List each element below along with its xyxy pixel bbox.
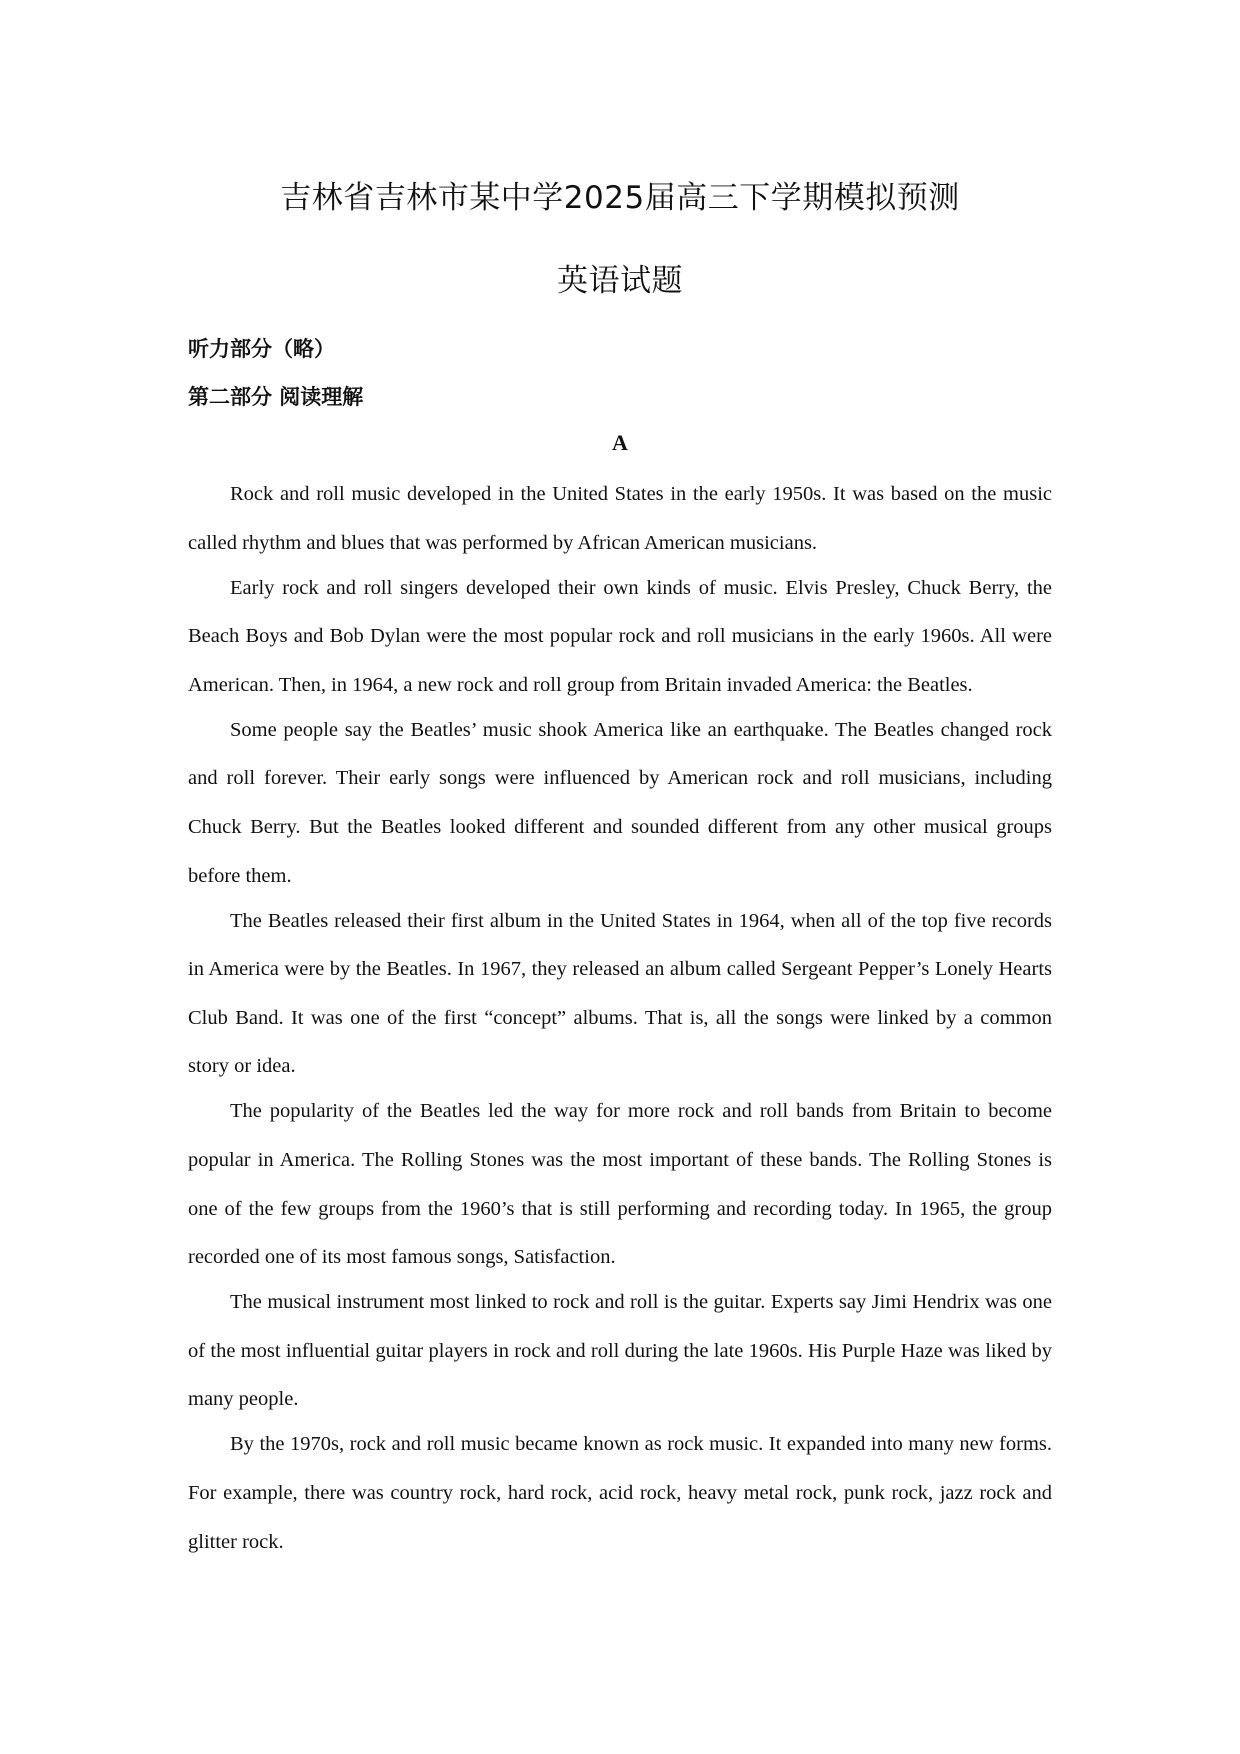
reading-section-heading: 第二部分 阅读理解 bbox=[188, 385, 364, 409]
exam-title: 吉林省吉林市某中学2025届高三下学期模拟预测 bbox=[280, 180, 960, 216]
listening-section-heading: 听力部分（略） bbox=[188, 337, 335, 361]
passage-paragraph: Early rock and roll singers developed their own kinds of music. Elvis Presley, Chuck Berry, the Beach Boys and Bob Dylan were the most popular rock and roll musicians in the early 1960s. All were American. Then, in 1964, a new rock and roll group from Britain invaded America: the Beatles. bbox=[188, 576, 1052, 696]
passage-paragraph: Some people say the Beatles’ music shook America like an earthquake. The Beatles changed rock and roll forever. Their early songs were influenced by American rock and roll musicians, including Chuck Berry. But the Beatles looked different and sounded different from any other musical groups before them. bbox=[188, 718, 1052, 887]
reading-passage bbox=[188, 470, 1052, 1563]
passage-paragraph: The popularity of the Beatles led the way for more rock and roll bands from Britain to become popular in America. The Rolling Stones was the most important of these bands. The Rolling Stones is one of the few groups from the 1960’s that is still performing and recording today. In 1965, the group recorded one of its most famous songs, Satisfaction. bbox=[188, 1100, 1052, 1269]
passage-label: A bbox=[612, 430, 628, 455]
passage-paragraph: By the 1970s, rock and roll music became known as rock music. It expanded into many new forms. For example, there was country rock, hard rock, acid rock, heavy metal rock, punk rock, jazz rock and glitter rock. bbox=[188, 1433, 1052, 1553]
passage-paragraph: The musical instrument most linked to rock and roll is the guitar. Experts say Jimi Hendrix was one of the most influential guitar players in rock and roll during the late 1960s. His Purple Haze was liked by many people. bbox=[188, 1291, 1052, 1411]
exam-subtitle: 英语试题 bbox=[557, 263, 683, 299]
passage-paragraph: The Beatles released their first album in the United States in 1964, when all of the top five records in America were by the Beatles. In 1967, they released an album called Sergeant Pepper’s Lonely Hearts Club Band. It was one of the first “concept” albums. That is, all the songs were linked by a common story or idea. bbox=[188, 909, 1052, 1078]
passage-paragraph: Rock and roll music developed in the United States in the early 1950s. It was based on the music called rhythm and blues that was performed by African American musicians. bbox=[188, 483, 1052, 554]
